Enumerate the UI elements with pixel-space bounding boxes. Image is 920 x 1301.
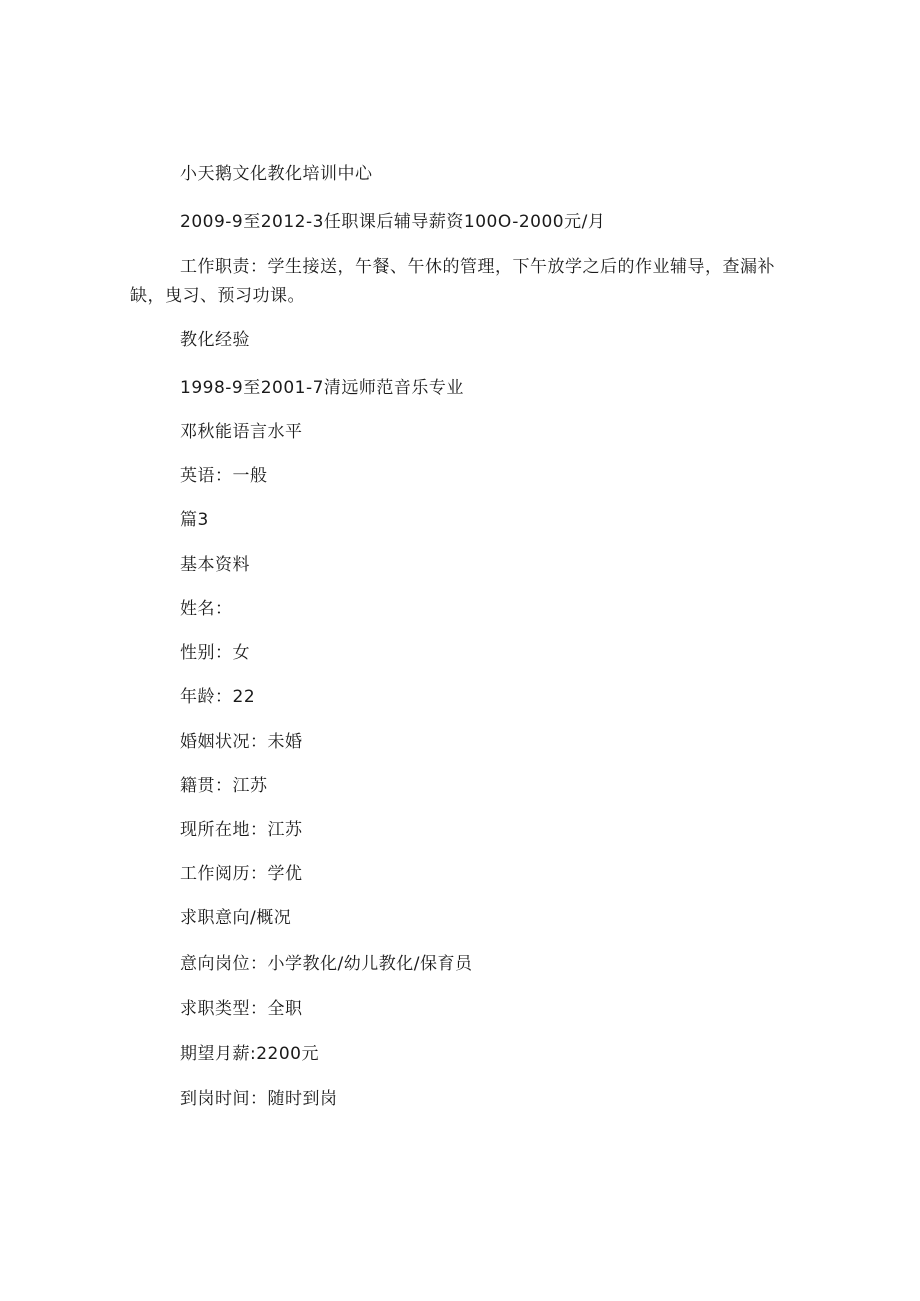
start-time: 到岗时间：随时到岗 (180, 1089, 338, 1109)
duties-paragraph: 工作职责：学生接送，午餐、午休的管理，下午放学之后的作业辅导，查漏补缺，曳习、预习功课。 (130, 257, 775, 306)
basic-info-heading: 基本资料 (180, 555, 250, 575)
native-place: 籍贯：江苏 (180, 776, 268, 796)
org-name: 小天鹅文化教化培训中心 (180, 164, 373, 184)
work-experience: 工作阅历：学优 (180, 864, 303, 884)
name-label: 姓名： (180, 599, 233, 619)
desired-position: 意向岗位：小学教化/幼儿教化/保育员 (180, 954, 473, 974)
gender: 性别：女 (180, 643, 250, 663)
job-type: 求职类型：全职 (180, 999, 303, 1019)
education-line: 1998-9至2001-7清远师范音乐专业 (180, 378, 464, 398)
job-line: 2009-9至2012-3任职课后辅导薪资100O-2000元/月 (180, 212, 606, 232)
language-heading: 邓秋能语言水平 (180, 422, 303, 442)
marital-status: 婚姻状况：未婚 (180, 732, 303, 752)
age: 年龄：22 (180, 687, 256, 707)
section-title: 篇3 (180, 510, 209, 530)
current-location: 现所在地：江苏 (180, 820, 303, 840)
english-level: 英语：一般 (180, 466, 268, 486)
education-heading: 教化经验 (180, 330, 250, 350)
expected-salary: 期望月薪:2200元 (180, 1044, 319, 1064)
job-intention-heading: 求职意向/概况 (180, 908, 292, 928)
